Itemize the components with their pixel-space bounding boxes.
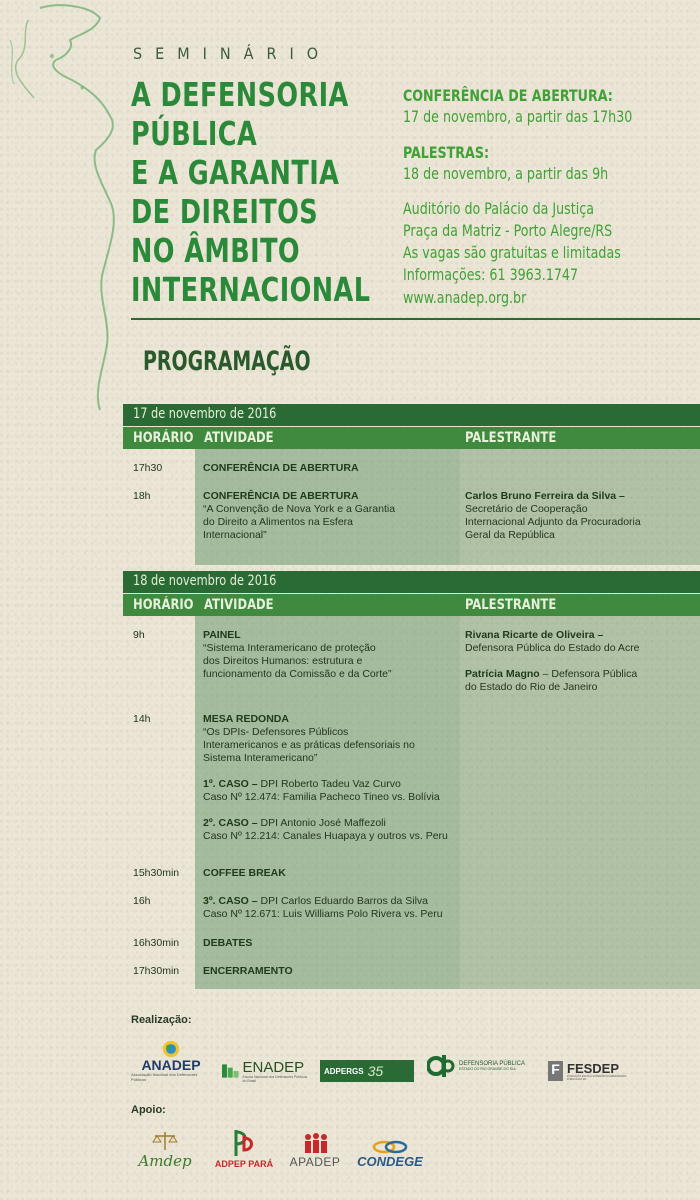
program-title: PROGRAMAÇÃO	[143, 346, 311, 377]
header-speaker: PALESTRANTE	[465, 597, 557, 613]
activity-cell: ENCERRAMENTO	[203, 965, 293, 977]
title-line-5: NO ÂMBITO	[131, 231, 301, 270]
day2-date: 18 de novembro de 2016	[133, 573, 277, 589]
condege-logo: CONDEGE	[350, 1140, 430, 1176]
title-line-2: PÚBLICA	[131, 114, 258, 153]
activity-cell: DEBATES	[203, 937, 253, 949]
row-time: 9h	[133, 629, 145, 641]
address: Praça da Matriz - Porto Alegre/RS	[403, 221, 613, 240]
day1-date: 17 de novembro de 2016	[133, 406, 277, 422]
condege-emblem-icon	[370, 1140, 410, 1154]
apadep-logo: APADEP	[282, 1132, 348, 1178]
activity-cell: PAINEL “Sistema Interamericano de proteção dos Direitos Humanos: estrutura e funcionamento da Comissão e da Corte”	[203, 629, 392, 680]
header-time: HORÁRIO	[133, 597, 194, 613]
title-line-4: DE DIREITOS	[131, 192, 319, 231]
header-time: HORÁRIO	[133, 430, 194, 446]
defensoria-rs-logo: DEFENSORIA PÚBLICA ESTADO DO RIO GRANDE DO SUL	[427, 1052, 539, 1080]
header-speaker: PALESTRANTE	[465, 430, 557, 446]
speaker-cell: Rivana Ricarte de Oliveira – Defensora Pública do Estado do Acre Patrícia Magno – Defensora Pública do Estado do Rio de Janeiro	[465, 629, 640, 693]
amdep-logo: Amdep	[133, 1130, 197, 1178]
activity-cell: CONFERÊNCIA DE ABERTURA “A Convenção de Nova York e a Garantia do Direito a Alimentos na Esfera Internacional”	[203, 490, 396, 541]
activity-cell: CONFERÊNCIA DE ABERTURA	[203, 462, 359, 474]
opening-label: CONFERÊNCIA DE ABERTURA:	[403, 86, 613, 105]
header-activity: ATIVIDADE	[204, 430, 274, 446]
eyebrow-label: SEMINÁRIO	[133, 44, 332, 63]
defensoria-emblem-icon	[427, 1053, 455, 1079]
day2-date-bar	[123, 571, 700, 593]
title-line-6: INTERNACIONAL	[131, 270, 371, 309]
title-line-1: A DEFENSORIA	[131, 75, 349, 114]
row-time: 17h30	[133, 462, 163, 474]
row-time: 16h	[133, 895, 151, 907]
vacancies-note: As vagas são gratuitas e limitadas	[403, 243, 621, 262]
title-divider	[131, 318, 700, 320]
anadep-logo: ANADEP Associação Nacional dos Defensores Públicos	[131, 1040, 211, 1082]
activity-cell: 3º. CASO – DPI Carlos Eduardo Barros da Silva Caso Nº 12.671: Luis Williams Polo Rivera vs. Peru	[203, 895, 443, 920]
website-link[interactable]: www.anadep.org.br	[403, 288, 527, 307]
fesdep-logo: F FESDEP FUNDAÇÃO ESCOLA SUPERIOR DA DEFENSORIA PÚBLICA DO RS	[548, 1058, 633, 1084]
talks-when: 18 de novembro, a partir das 9h	[403, 164, 609, 183]
people-icon	[300, 1132, 330, 1154]
talks-label: PALESTRAS:	[403, 143, 490, 162]
enadep-emblem-icon	[222, 1063, 239, 1079]
day2-header-bar	[123, 594, 700, 616]
anadep-emblem-icon	[160, 1040, 182, 1058]
row-time: 15h30min	[133, 867, 180, 879]
phone-info: Informações: 61 3963.1747	[403, 265, 579, 284]
row-time: 16h30min	[133, 937, 180, 949]
row-time: 18h	[133, 490, 151, 502]
opening-when: 17 de novembro, a partir das 17h30	[403, 107, 633, 126]
venue: Auditório do Palácio da Justiça	[403, 199, 594, 218]
adpep-emblem-icon	[230, 1128, 258, 1158]
fesdep-mark-icon: F	[548, 1061, 563, 1081]
realizacao-label: Realização:	[131, 1014, 192, 1026]
header-activity: ATIVIDADE	[204, 597, 274, 613]
activity-cell: COFFEE BREAK	[203, 867, 286, 879]
speaker-cell: Carlos Bruno Ferreira da Silva – Secretário de Cooperação Internacional Adjunto da Procuradoria Geral da República	[465, 490, 641, 541]
apoio-label: Apoio:	[131, 1104, 166, 1116]
day1-date-bar	[123, 404, 700, 426]
activity-cell: MESA REDONDA “Os DPIs- Defensores Públicos Interamericanos e as práticas defensoriais no Sistema Interamericano” 1º. CASO – DPI Roberto Tadeu Vaz Curvo Caso Nº 12.474: Familia Pacheco Tineo vs. Bolívia 2º. CASO – DPI Antonio José Maffezoli Caso Nº 12.214: Canales Huapaya y outros vs. Peru	[203, 713, 448, 842]
title-line-3: E A GARANTIA	[131, 153, 340, 192]
row-time: 17h30min	[133, 965, 180, 977]
adpergs-logo: ADPERGS 35	[320, 1060, 414, 1082]
day1-header-bar	[123, 427, 700, 449]
enadep-logo: ENADEP Escola Nacional dos Defensores Públicos do Brasil	[222, 1058, 308, 1084]
adpep-para-logo: ADPEP PARÁ	[213, 1128, 275, 1178]
scales-of-justice-icon	[152, 1130, 178, 1152]
row-time: 14h	[133, 713, 151, 725]
